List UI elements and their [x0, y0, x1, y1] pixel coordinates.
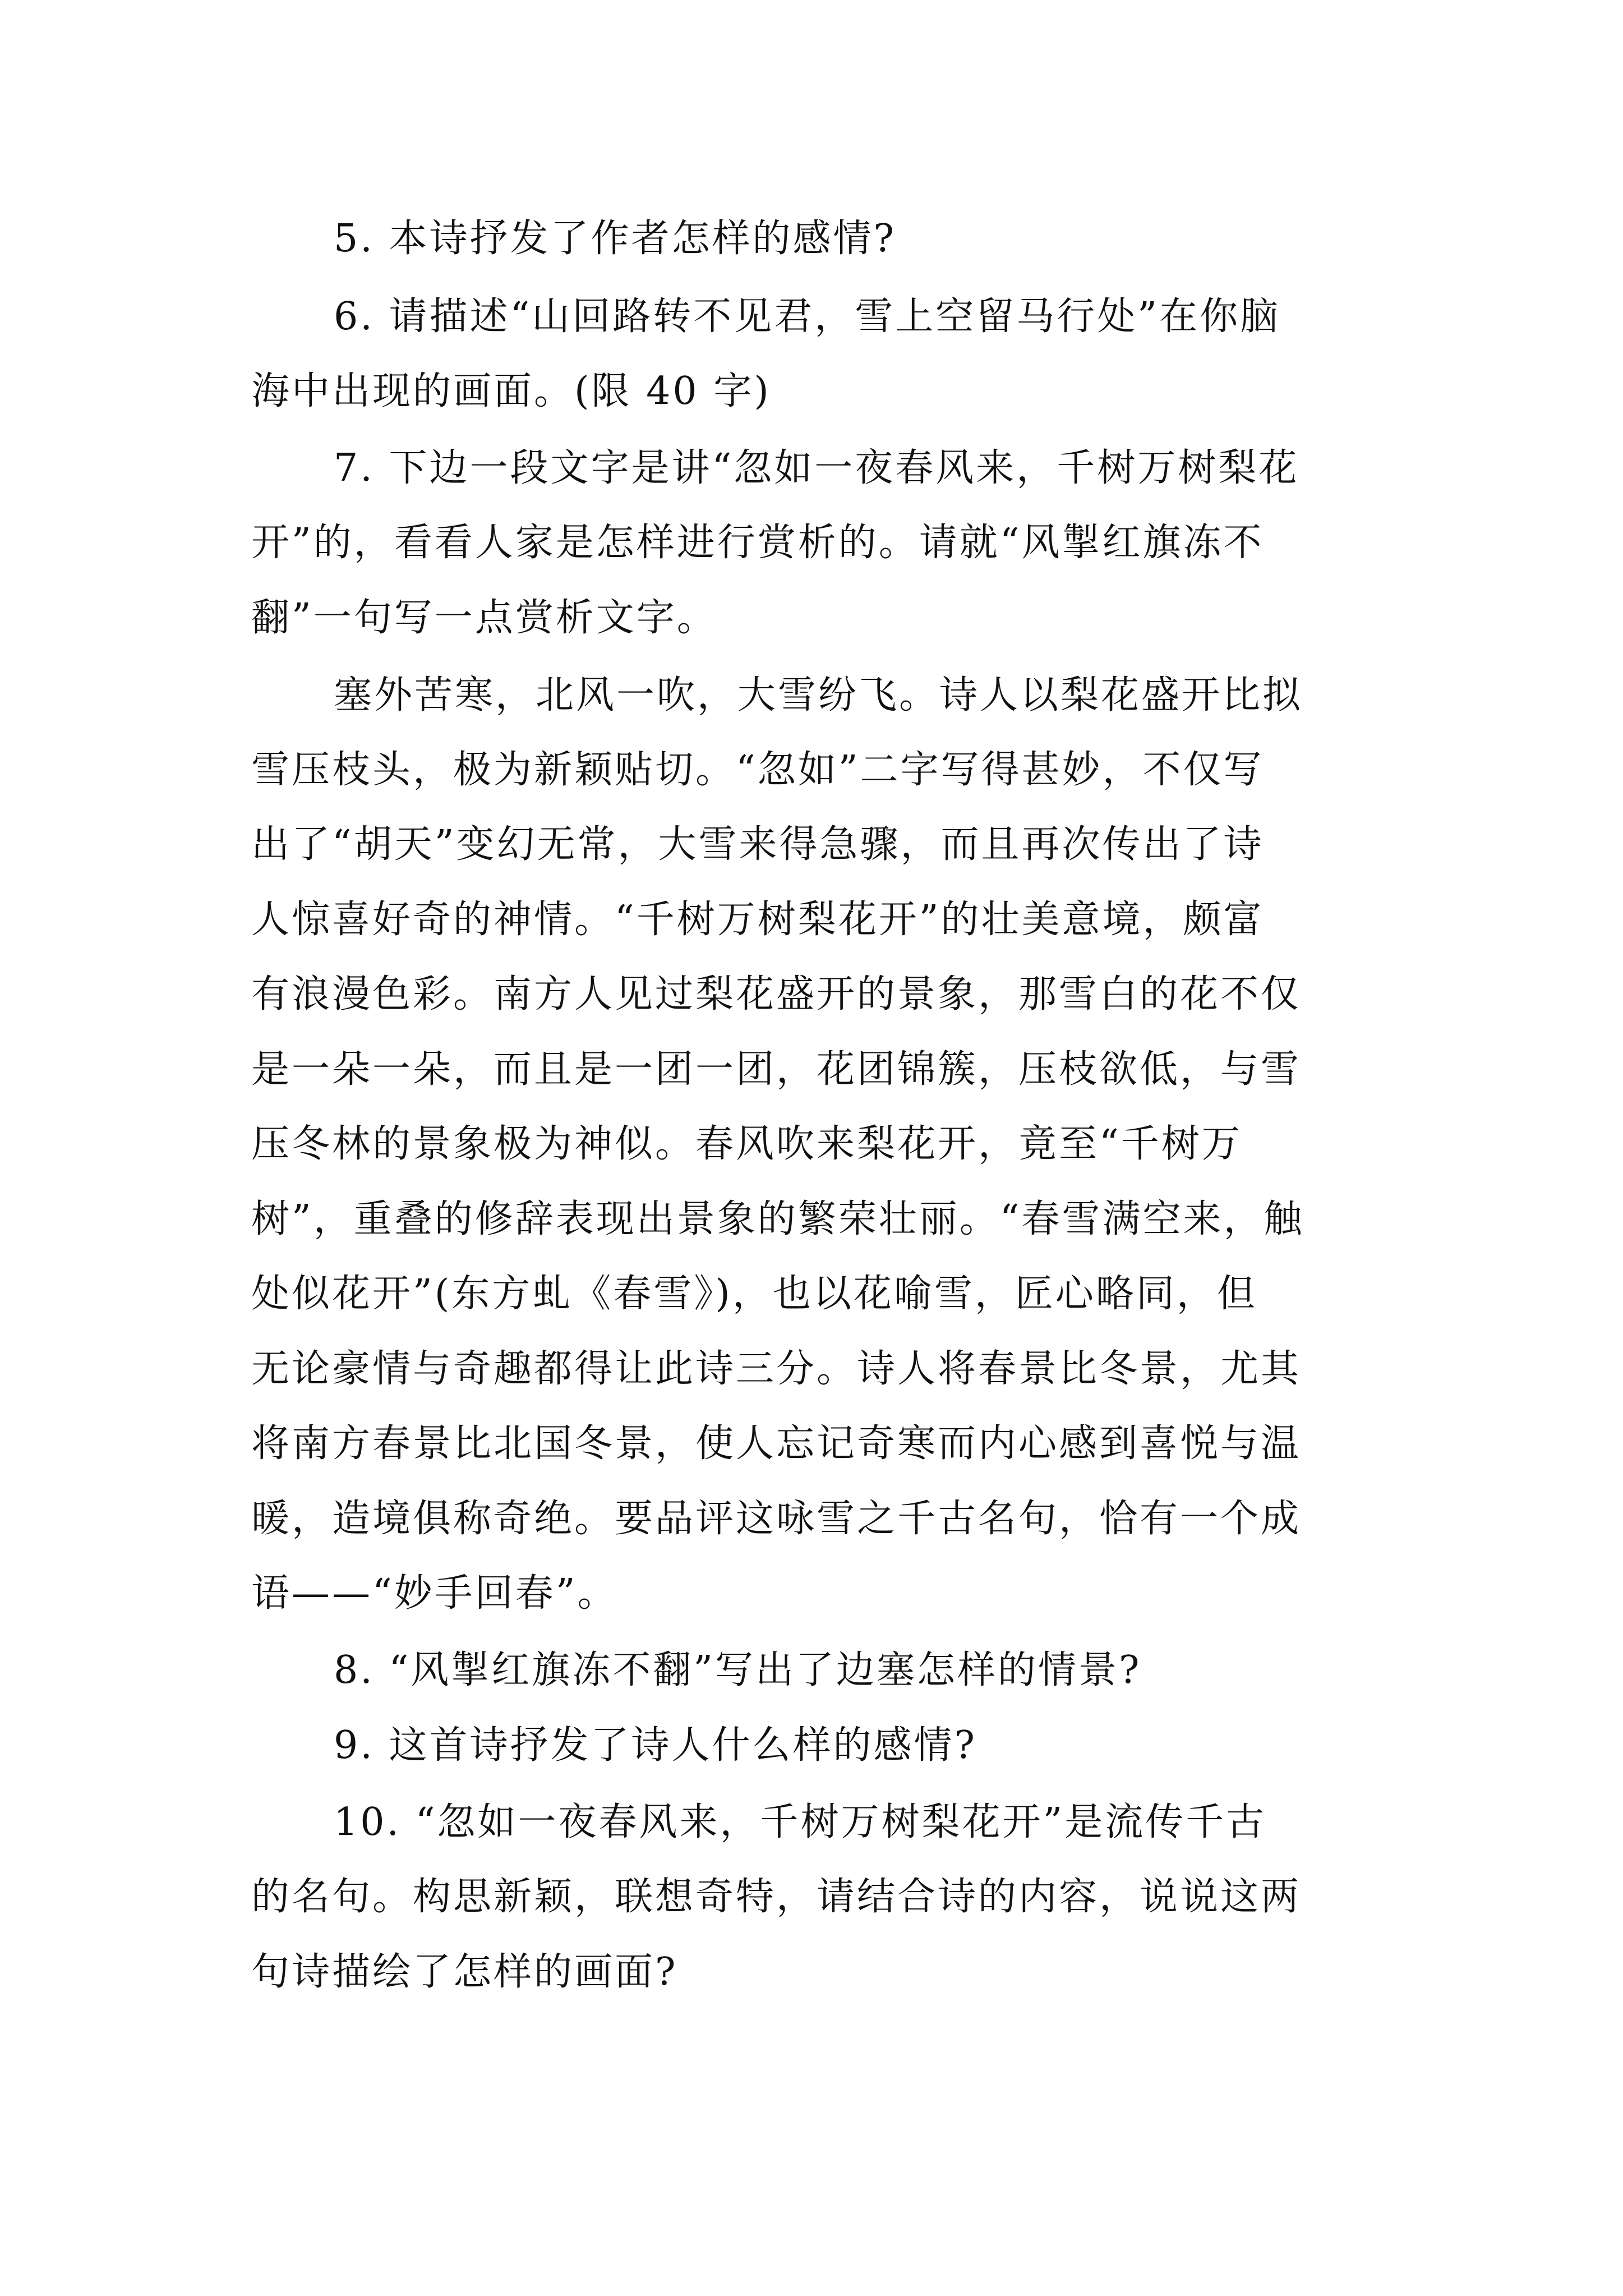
passage-line-11: 将南方春景比北国冬景，使人忘记奇寒而内心感到喜悦与温: [251, 1421, 1302, 1466]
question-10-line-2: 的名句。构思新颖，联想奇特，请结合诗的内容，说说这两: [251, 1875, 1302, 1919]
passage-line-4: 人惊喜好奇的神情。“千树万树梨花开”的壮美意境，颇富: [251, 898, 1264, 942]
question-10-line-1: 10. “忽如一夜春风来，千树万树梨花开”是流传千古: [334, 1800, 1267, 1844]
passage-line-2: 雪压枝头，极为新颖贴切。“忽如”二字写得甚妙，不仅写: [251, 748, 1264, 792]
passage-line-9: 处似花开”(东方虬《春雪》)，也以花喻雪，匠心略同，但: [251, 1272, 1257, 1316]
passage-line-5: 有浪漫色彩。南方人见过梨花盛开的景象，那雪白的花不仅: [251, 972, 1302, 1016]
question-9: 9. 这首诗抒发了诗人什么样的感情?: [334, 1723, 977, 1768]
passage-line-12: 暖，造境俱称奇绝。要品评这咏雪之千古名句，恰有一个成: [251, 1497, 1302, 1541]
question-5: 5. 本诗抒发了作者怎样的感情?: [334, 217, 896, 261]
passage-line-8: 树”，重叠的修辞表现出景象的繁荣壮丽。“春雪满空来，触: [251, 1197, 1304, 1241]
question-6-line-2: 海中出现的画面。(限 40 字): [251, 369, 771, 413]
passage-line-7: 压冬林的景象极为神似。春风吹来梨花开，竟至“千树万: [251, 1122, 1242, 1166]
question-7-line-2: 开”的，看看人家是怎样进行赏析的。请就“风掣红旗冻不: [251, 521, 1264, 565]
question-7-line-1: 7. 下边一段文字是讲“忽如一夜春风来，千树万树梨花: [334, 446, 1299, 490]
question-10-line-3: 句诗描绘了怎样的画面?: [251, 1950, 678, 1994]
passage-line-1: 塞外苦寒，北风一吹，大雪纷飞。诗人以梨花盛开比拟: [334, 673, 1303, 717]
passage-line-3: 出了“胡天”变幻无常，大雪来得急骤，而且再次传出了诗: [251, 822, 1264, 867]
question-7-line-3: 翻”一句写一点赏析文字。: [251, 596, 717, 640]
question-8: 8. “风掣红旗冻不翻”写出了边塞怎样的情景?: [334, 1648, 1142, 1692]
question-6-line-1: 6. 请描述“山回路转不见君，雪上空留马行处”在你脑: [334, 295, 1281, 339]
passage-line-6: 是一朵一朵，而且是一团一团，花团锦簇，压枝欲低，与雪: [251, 1047, 1302, 1092]
passage-line-10: 无论豪情与奇趣都得让此诗三分。诗人将春景比冬景，尤其: [251, 1347, 1302, 1391]
passage-line-13: 语——“妙手回春”。: [251, 1571, 618, 1616]
